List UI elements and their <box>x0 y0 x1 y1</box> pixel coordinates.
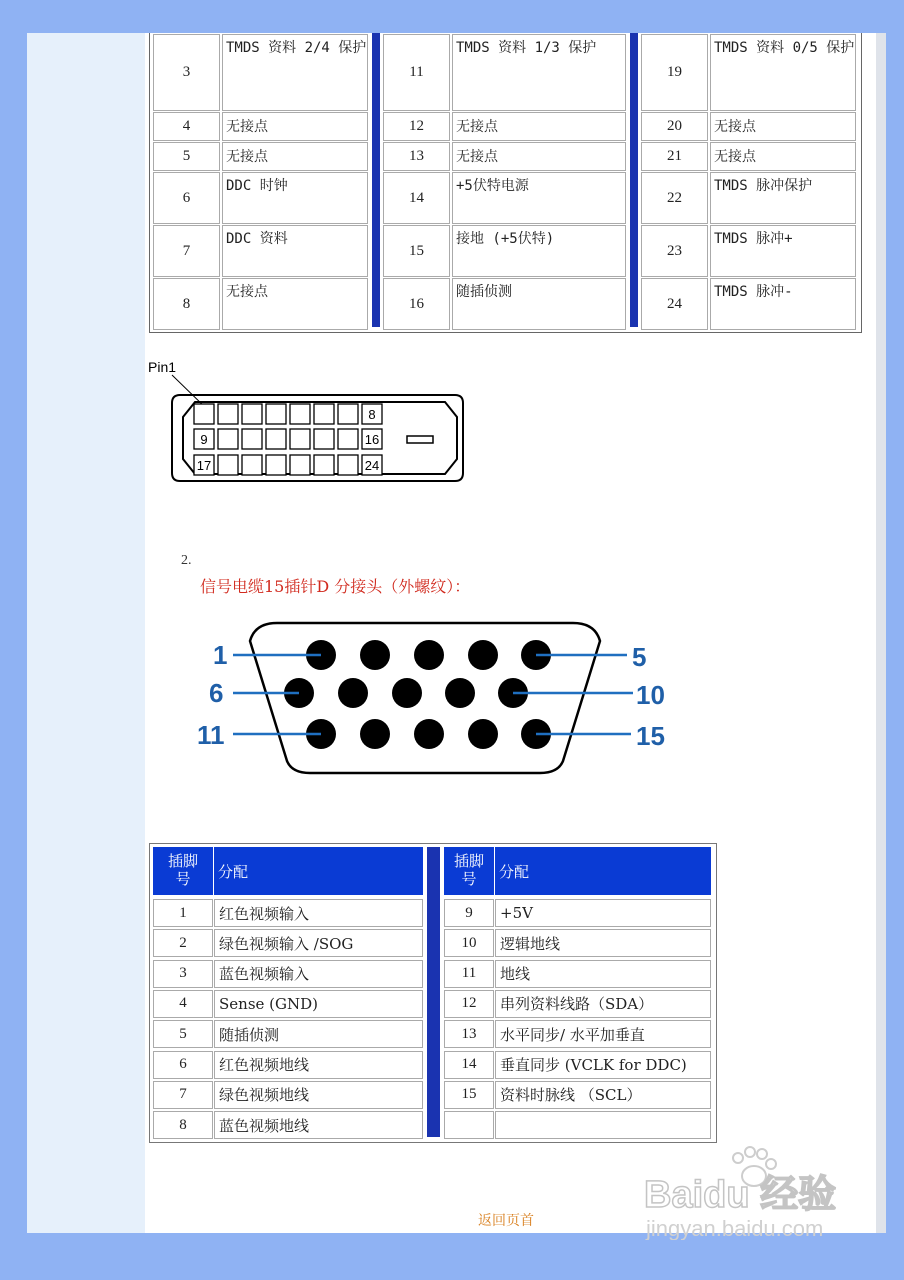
dvi-pin-label: 8 <box>368 407 376 422</box>
pin-number: 8 <box>153 1111 213 1139</box>
pin-number: 24 <box>641 278 708 330</box>
pin-description: 水平同步/ 水平加垂直 <box>495 1020 711 1048</box>
vga-pin <box>360 640 390 670</box>
column-divider <box>427 847 440 1137</box>
pin-number: 14 <box>444 1051 494 1079</box>
pin-description: 红色视频输入 <box>214 899 423 927</box>
pin-description: TMDS 脉冲+ <box>710 225 856 277</box>
dvi-pin-cell <box>338 404 358 424</box>
header-pin <box>444 847 494 895</box>
pin-number: 15 <box>383 225 450 277</box>
pin-number: 8 <box>153 278 220 330</box>
vga-pin <box>414 640 444 670</box>
vga-connector-diagram <box>195 615 685 785</box>
pin-description: 地线 <box>495 960 711 988</box>
vga-pin-table <box>149 843 717 1143</box>
pin-number <box>444 1111 494 1139</box>
pin-description: 垂直同步 (VCLK for DDC) <box>495 1051 711 1079</box>
pin-number: 13 <box>444 1020 494 1048</box>
dvi-pin-cell <box>242 429 262 449</box>
vga-label-15: 15 <box>636 721 665 751</box>
pin-description: 蓝色视频输入 <box>214 960 423 988</box>
pin-description <box>495 1111 711 1139</box>
header-pin <box>153 847 213 895</box>
section-number: 2. <box>181 553 192 568</box>
column-divider <box>630 33 638 327</box>
pin-number: 16 <box>383 278 450 330</box>
dvi-pin-label: 9 <box>200 432 208 447</box>
pin-description: TMDS 脉冲- <box>710 278 856 330</box>
dvi-pin-label: 24 <box>364 458 380 473</box>
dvi-pin-table <box>149 33 862 333</box>
pin-description: 逻辑地线 <box>495 929 711 957</box>
header-pin-line: 号 <box>175 872 191 888</box>
vga-label-6: 6 <box>209 678 224 708</box>
vga-label-1: 1 <box>213 640 228 670</box>
pin-number: 5 <box>153 142 220 171</box>
header-assign: 分配 <box>214 847 423 895</box>
dvi-pin-cell <box>338 429 358 449</box>
pin-number: 4 <box>153 990 213 1018</box>
pin-number: 2 <box>153 929 213 957</box>
vga-pin <box>338 678 368 708</box>
column-divider <box>372 33 380 327</box>
dvi-pin-cell <box>266 404 286 424</box>
vga-pin <box>414 719 444 749</box>
header-pin-line: 插脚 <box>167 854 198 870</box>
pin-number: 19 <box>641 34 708 111</box>
pin-number: 13 <box>383 142 450 171</box>
dvi-pin-cell <box>266 429 286 449</box>
pin-number: 3 <box>153 960 213 988</box>
dvi-pin-cell <box>314 455 334 475</box>
pin-description: TMDS 脉冲保护 <box>710 172 856 224</box>
pin-description: DDC 资料 <box>222 225 368 277</box>
pin-description: 资料时脉线 （SCL） <box>495 1081 711 1109</box>
vga-pin <box>468 719 498 749</box>
baidu-jingyan-watermark <box>640 1140 860 1240</box>
dvi-pin-cell <box>290 455 310 475</box>
pin-number: 15 <box>444 1081 494 1109</box>
pin-description: DDC 时钟 <box>222 172 368 224</box>
dvi-pin-cell <box>194 404 214 424</box>
dvi-pin-cell <box>314 429 334 449</box>
dvi-pin-cell <box>218 429 238 449</box>
pin-number: 7 <box>153 225 220 277</box>
pin-number: 11 <box>383 34 450 111</box>
vga-label-10: 10 <box>636 680 665 710</box>
pin-description: 串列资料线路（SDA） <box>495 990 711 1018</box>
vga-pin <box>392 678 422 708</box>
pin-number: 1 <box>153 899 213 927</box>
pin-number: 12 <box>444 990 494 1018</box>
pin-description: 无接点 <box>222 278 368 330</box>
pin-description: 无接点 <box>452 142 626 171</box>
pin-description: 无接点 <box>710 112 856 141</box>
dvi-pin-cell <box>290 404 310 424</box>
dvi-pin-label: 17 <box>196 458 212 473</box>
pin-number: 7 <box>153 1081 213 1109</box>
pin-description: 蓝色视频地线 <box>214 1111 423 1139</box>
pin-number: 6 <box>153 172 220 224</box>
pin-number: 21 <box>641 142 708 171</box>
pin-description: 随插侦测 <box>452 278 626 330</box>
pin-description: 无接点 <box>452 112 626 141</box>
dvi-flat-blade <box>407 436 433 443</box>
back-to-top-link[interactable]: 返回页首 <box>478 1213 534 1229</box>
pin-description: 红色视频地线 <box>214 1051 423 1079</box>
watermark-brand: Baidu 经验 <box>644 1174 837 1216</box>
pin-description: 随插侦测 <box>214 1020 423 1048</box>
pin-number: 10 <box>444 929 494 957</box>
pin-number: 3 <box>153 34 220 111</box>
dvi-pin-cell <box>314 404 334 424</box>
dvi-pin-cell <box>218 455 238 475</box>
page-edge <box>876 33 886 1233</box>
dvi-pin-cell <box>290 429 310 449</box>
pin-description: 无接点 <box>222 112 368 141</box>
pin-description: 绿色视频输入 /SOG <box>214 929 423 957</box>
dvi-pin-cell <box>218 404 238 424</box>
vga-pin <box>468 640 498 670</box>
pin-number: 9 <box>444 899 494 927</box>
header-assign: 分配 <box>495 847 711 895</box>
pin-description: 无接点 <box>710 142 856 171</box>
pin-description: TMDS 资料 2/4 保护 <box>222 34 368 111</box>
pin-number: 4 <box>153 112 220 141</box>
pin1-label: Pin1 <box>148 359 177 375</box>
dvi-pin-label: 16 <box>364 432 380 447</box>
pin-number: 5 <box>153 1020 213 1048</box>
vga-label-11: 11 <box>197 720 225 750</box>
pin-description: TMDS 资料 1/3 保护 <box>452 34 626 111</box>
dvi-pin-cell <box>266 455 286 475</box>
pin-description: 无接点 <box>222 142 368 171</box>
vga-pin <box>360 719 390 749</box>
header-pin-line: 号 <box>461 872 477 888</box>
pin-number: 22 <box>641 172 708 224</box>
pin-number: 23 <box>641 225 708 277</box>
dvi-pin-cell <box>242 404 262 424</box>
dvi-connector-diagram <box>145 355 475 495</box>
pin-number: 6 <box>153 1051 213 1079</box>
dvi-pin-cell <box>242 455 262 475</box>
pin-description: 接地 (+5伏特) <box>452 225 626 277</box>
pin-description: TMDS 资料 0/5 保护 <box>710 34 856 111</box>
header-pin-line: 插脚 <box>453 854 484 870</box>
pin-number: 12 <box>383 112 450 141</box>
pin-description: Sense (GND) <box>214 990 423 1018</box>
pin-description: +5V <box>495 899 711 927</box>
pin-description: +5伏特电源 <box>452 172 626 224</box>
pin-description: 绿色视频地线 <box>214 1081 423 1109</box>
pin-number: 20 <box>641 112 708 141</box>
section-title: 信号电缆15插针D 分接头（外螺纹）： <box>200 577 471 596</box>
vga-label-5: 5 <box>632 642 647 672</box>
pin-number: 14 <box>383 172 450 224</box>
watermark-url: jingyan.baidu.com <box>646 1216 824 1240</box>
pin-number: 11 <box>444 960 494 988</box>
dvi-pin-cell <box>338 455 358 475</box>
vga-pin <box>445 678 475 708</box>
